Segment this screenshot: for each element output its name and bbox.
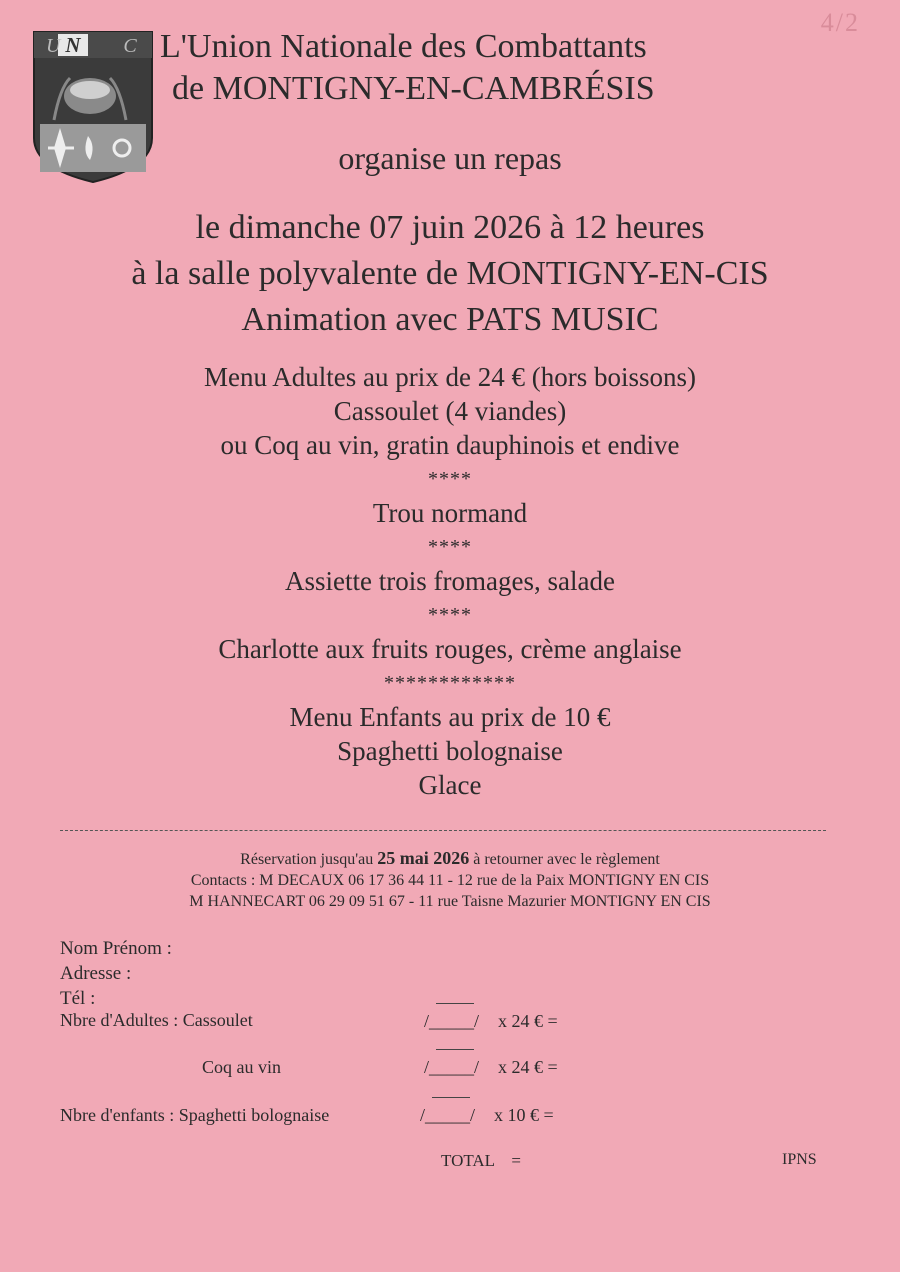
adults-coq-qty-field[interactable] — [424, 1049, 486, 1089]
form-phone-label: Tél : — [60, 988, 96, 1009]
header-line-1: L'Union Nationale des Combattants — [160, 28, 647, 65]
form-address-label: Adresse : — [60, 963, 132, 984]
ipns-mark: IPNS — [782, 1151, 817, 1168]
cut-line-divider — [60, 830, 826, 831]
reservation-deadline: 25 mai 2026 — [377, 848, 470, 868]
adult-price-coq: x 24 € = — [498, 1057, 558, 1077]
form-name-label: Nom Prénom : — [60, 938, 172, 959]
menu-child-main: Spaghetti bolognaise — [337, 736, 563, 766]
reservation-info — [0, 848, 900, 912]
qty-box-text: /_____/ — [424, 1057, 480, 1077]
adults-cassoulet-qty-field[interactable] — [424, 1003, 486, 1043]
total-label: TOTAL = — [441, 1151, 521, 1170]
menu-adult-title: Menu Adultes au prix de 24 € (hors boissons) — [204, 362, 696, 392]
event-animation: Animation avec PATS MUSIC — [241, 301, 659, 338]
menu-child-dessert: Glace — [418, 770, 482, 800]
menu-separator: **** — [428, 604, 472, 626]
adult-price-cassoulet: x 24 € = — [498, 1011, 558, 1031]
header-line-2: de MONTIGNY-EN-CAMBRÉSIS — [172, 70, 655, 107]
menu-separator: **** — [428, 468, 472, 490]
event-date: le dimanche 07 juin 2026 à 12 heures — [195, 209, 705, 246]
logo-letter-c: C — [123, 35, 137, 57]
menu-adult-main-1: Cassoulet (4 viandes) — [333, 396, 567, 426]
child-price: x 10 € = — [494, 1105, 554, 1125]
menu-long-separator: ************ — [384, 672, 516, 694]
logo-letter-u: U — [46, 35, 61, 57]
qty-box-text: /_____/ — [420, 1105, 476, 1125]
menu-course-dessert: Charlotte aux fruits rouges, crème anglaise — [218, 634, 682, 664]
menu-section — [0, 360, 900, 802]
qty-box-text: /_____/ — [424, 1011, 480, 1031]
scan-annotation: 4/2 — [820, 8, 860, 37]
reservation-prefix: Réservation jusqu'au — [240, 851, 374, 868]
children-qty-field[interactable] — [420, 1097, 482, 1137]
menu-child-title: Menu Enfants au prix de 10 € — [289, 702, 611, 732]
form-coq-label: Coq au vin — [202, 1057, 281, 1077]
menu-separator: **** — [428, 536, 472, 558]
form-children-label: Nbre d'enfants : Spaghetti bolognaise — [60, 1105, 330, 1125]
order-form — [60, 936, 172, 1011]
reservation-deadline-line — [0, 848, 900, 870]
event-details — [0, 205, 900, 343]
event-place: à la salle polyvalente de MONTIGNY-EN-CIS — [131, 255, 769, 292]
reservation-suffix: à retourner avec le règlement — [473, 851, 660, 868]
contact-line-2: M HANNECART 06 29 09 51 67 - 11 rue Taisne Mazurier MONTIGNY EN CIS — [189, 893, 711, 910]
header-title — [160, 26, 760, 110]
contact-line-1: Contacts : M DECAUX 06 17 36 44 11 - 12 rue de la Paix MONTIGNY EN CIS — [190, 872, 710, 889]
menu-course-trou-normand: Trou normand — [372, 498, 528, 528]
organise-heading: organise un repas — [338, 140, 562, 176]
menu-course-cheese: Assiette trois fromages, salade — [285, 566, 615, 596]
menu-adult-main-2: ou Coq au vin, gratin dauphinois et endive — [220, 430, 680, 460]
logo-letter-n: N — [65, 33, 81, 57]
form-adults-label: Nbre d'Adultes : Cassoulet — [60, 1010, 253, 1030]
